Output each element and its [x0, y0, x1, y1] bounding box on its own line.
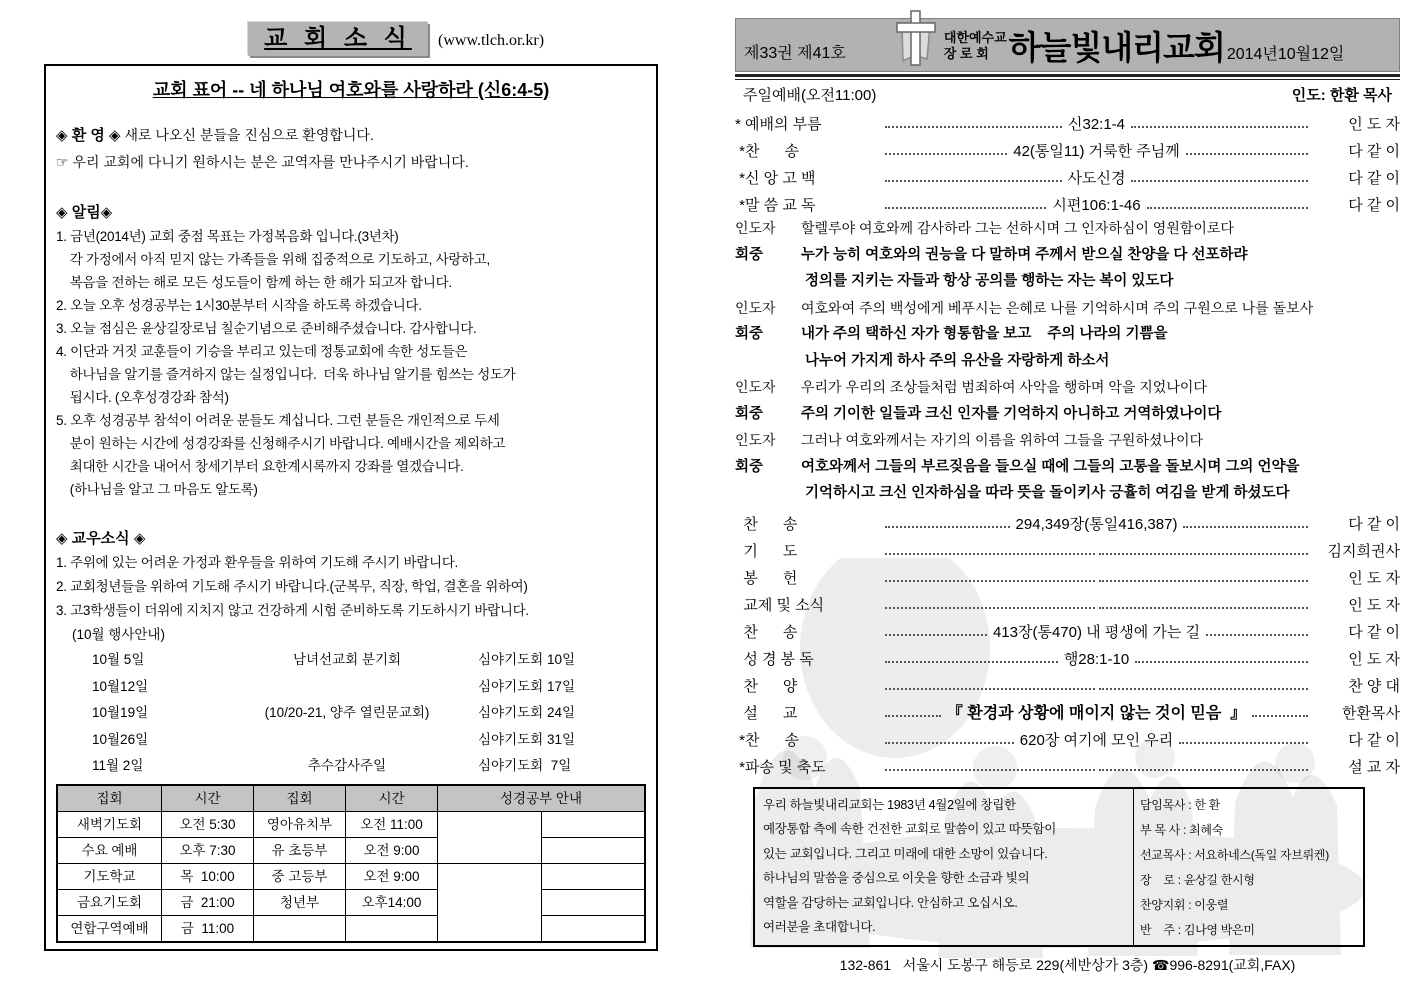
notice-line: 각 가정에서 아직 믿지 않는 가족들을 위해 집중적으로 기도하고, 사랑하고,: [56, 252, 490, 267]
order-item-performer: 인 도 자: [1348, 650, 1400, 668]
event-night-prayer: 심야기도회 17일: [478, 678, 576, 694]
members-line: 2. 교회청년들을 위하여 기도해 주시기 바랍니다.(군복무, 직장, 학업, 결혼을 위하여): [56, 579, 528, 594]
order-line: [735, 696, 1400, 723]
order-item-content: 신32:1-4: [1067, 116, 1126, 133]
dotted-leader: [885, 126, 1062, 128]
dotted-leader: [1099, 580, 1309, 582]
order-item-performer: 다 같 이: [1348, 515, 1400, 533]
bible-study-cell: [438, 812, 644, 838]
event-row: [56, 753, 646, 780]
reading-line: [735, 480, 1400, 507]
notice-line: 4. 이단과 거짓 교훈들이 기승을 부리고 있는데 정통교회에 속한 성도들은: [56, 344, 468, 359]
order-item-label: 찬 송: [735, 623, 798, 641]
members-line: 1. 주위에 있는 어려운 가정과 환우들을 위하여 기도해 주시기 바랍니다.: [56, 555, 458, 570]
schedule-row: [58, 916, 644, 941]
schedule-body: [58, 812, 644, 941]
reading-speaker: [735, 348, 801, 375]
dotted-leader: [885, 634, 987, 636]
order-item-performer: 인 도 자: [1348, 569, 1400, 587]
schedule-cell: 금 11:00: [162, 916, 254, 941]
order-of-worship-top: [735, 107, 1400, 215]
reading-line: [735, 427, 1400, 454]
event-title: 추수감사주일: [307, 758, 387, 773]
notice-line: 분이 원하는 시간에 성경강좌를 신청해주시기 바랍니다. 예배시간을 제외하고: [56, 436, 506, 451]
schedule-row: [58, 838, 644, 864]
responsive-reading: [735, 215, 1400, 507]
event-date: 10월26일: [92, 731, 149, 747]
order-line: [735, 561, 1400, 588]
order-item-content: 행28:1-10: [1063, 650, 1130, 668]
schedule-cell: 영아유치부: [254, 812, 346, 838]
order-line: [735, 107, 1400, 134]
order-item-content: 294,349장(통일416,387): [1015, 515, 1178, 533]
order-item-content: 42(통일11) 거룩한 주님께: [1013, 143, 1180, 160]
dotted-leader: [885, 661, 1058, 663]
schedule-cell: 오전 9:00: [346, 864, 438, 890]
order-item-performer: 다 같 이: [1348, 170, 1400, 187]
order-item-content: 사도신경: [1067, 170, 1126, 187]
event-date: 10월19일: [92, 705, 149, 720]
reading-speaker: [735, 480, 801, 507]
schedule-header: 집회: [58, 786, 162, 811]
notice-line: 하나님을 알기를 즐겨하지 않는 실정입니다. 더욱 하나님 알기를 힘쓰는 성도가: [56, 367, 516, 382]
reading-speaker: 인도자: [735, 432, 776, 448]
reading-text: 주의 기이한 일들과 크신 인자를 기억하지 아니하고 거역하였나이다: [801, 405, 1222, 422]
order-item-content: 413장(통470) 내 평생에 가는 길: [992, 623, 1201, 641]
notice-list: [56, 225, 646, 501]
dotted-leader: [1131, 180, 1308, 182]
event-row: [56, 700, 646, 727]
reading-speaker: [735, 268, 801, 295]
schedule-cell: [346, 916, 438, 941]
dotted-leader: [1206, 634, 1308, 636]
about-line: 여러분을 초대합니다.: [763, 920, 876, 934]
order-item-label: 성 경 봉 독: [735, 650, 814, 668]
notice-line: 됩시다. (오후성경강좌 참석): [56, 390, 229, 405]
order-item-label: 기 도: [735, 542, 798, 560]
website-url: (www.tlch.or.kr): [438, 32, 545, 49]
order-item-performer: 한환목사: [1342, 704, 1400, 722]
church-address: 132-861 서울시 도봉구 해등로 229(세반상가 3층) ☎996-8291(교회,FAX): [839, 956, 1296, 973]
dotted-leader: [1099, 688, 1309, 690]
order-item-performer: 인 도 자: [1348, 116, 1400, 133]
event-row: [56, 674, 646, 701]
info-boxes: [753, 787, 1365, 947]
order-line: [735, 534, 1400, 561]
reading-line: [735, 321, 1400, 348]
reading-speaker: 인도자: [735, 220, 776, 236]
schedule-cell: 기도학교: [58, 864, 162, 890]
notice-line: 5. 오후 성경공부 참석이 어려운 분들도 계십니다. 그런 분들은 개인적으로 두세: [56, 413, 500, 428]
event-row: [56, 647, 646, 674]
schedule-cell: 오전 5:30: [162, 812, 254, 838]
reading-text: 나누어 가지게 하사 주의 유산을 자랑하게 하소서: [801, 352, 1110, 369]
reading-line: [735, 215, 1400, 242]
reading-speaker: 회중: [735, 458, 764, 475]
reading-line: [735, 268, 1400, 295]
event-date: 10월 5일: [92, 652, 145, 667]
reading-text: 그러나 여호와께서는 자기의 이름을 위하여 그들을 구원하셨나이다: [801, 432, 1204, 448]
dotted-leader: [1179, 742, 1308, 744]
schedule-cell: 새벽기도회: [58, 812, 162, 838]
order-item-performer: 다 같 이: [1348, 197, 1401, 214]
schedule-cell: 오후14:00: [346, 890, 438, 916]
schedule-cell: 연합구역예배: [58, 916, 162, 941]
order-item-label: *찬 송: [735, 143, 799, 160]
order-item-content: 시편106:1-46: [1052, 197, 1141, 214]
dotted-leader: [885, 769, 1095, 771]
reading-speaker: 회중: [735, 326, 764, 342]
church-news-title: 교 회 소 식: [264, 25, 412, 52]
dotted-leader: [1099, 607, 1309, 609]
issue-date: 2014년10월12일: [1226, 45, 1345, 63]
church-news-title-box: [248, 22, 428, 56]
reading-speaker: 인도자: [735, 299, 776, 316]
bible-study-cell: [438, 864, 644, 890]
order-line: [735, 669, 1400, 696]
order-line: [735, 615, 1400, 642]
dotted-leader: [885, 715, 941, 717]
order-item-label: * 예배의 부름: [735, 116, 822, 133]
dotted-leader: [1099, 553, 1309, 555]
left-page: [44, 14, 658, 951]
schedule-row: [58, 864, 644, 890]
about-line: 있는 교회입니다. 그리고 미래에 대한 소망이 있습니다.: [763, 846, 1048, 861]
reading-speaker: 회중: [735, 405, 764, 422]
order-line: [735, 642, 1400, 669]
dotted-leader: [885, 553, 1095, 555]
dotted-leader: [885, 526, 1010, 528]
staff-line: 장 로 : 윤상길 한시형: [1140, 872, 1255, 887]
church-introduction-box: [755, 789, 1134, 945]
order-item-label: 찬 송: [735, 515, 798, 533]
event-title: (10/20-21, 양주 열린문교회): [264, 705, 430, 720]
phone-number: 996-8291(교회,FAX): [1169, 956, 1296, 973]
dotted-leader: [1099, 769, 1309, 771]
event-date: 10월12일: [92, 678, 149, 694]
order-item-performer: 다 같 이: [1348, 731, 1401, 749]
dotted-leader: [1252, 715, 1308, 717]
events-caption: (10월 행사안내): [72, 627, 165, 642]
event-night-prayer: 심야기도회 24일: [478, 705, 576, 720]
schedule-cell: 수요 예배: [58, 838, 162, 864]
phone-icon: ☎: [1151, 956, 1170, 973]
schedule-row: [58, 812, 644, 838]
notice-line: 2. 오늘 오후 성경공부는 1시30분부터 시작을 하도록 하겠습니다.: [56, 298, 422, 313]
order-line: [735, 588, 1400, 615]
event-title: [216, 727, 478, 754]
volume-number: 제33권 제41호: [744, 44, 846, 62]
members-heading: ◈ 교우소식 ◈: [56, 530, 146, 547]
denomination: 대한예수교 장 로 회: [943, 30, 1007, 61]
dotted-leader: [1135, 661, 1308, 663]
schedule-cell: 유 초등부: [254, 838, 346, 864]
dotted-leader: [885, 180, 1062, 182]
order-line: [735, 188, 1400, 215]
order-line: [735, 750, 1400, 777]
reading-text: 기억하시고 크신 인자하심을 따라 뜻을 돌이키사 긍휼히 여김을 받게 하셨도다: [801, 485, 1290, 501]
dotted-leader: [885, 742, 1014, 744]
reading-speaker: 인도자: [735, 379, 776, 395]
event-title: 남녀선교회 분기회: [292, 652, 402, 667]
bulletin-header-bar: [735, 18, 1400, 72]
schedule-cell: 중 고등부: [254, 864, 346, 890]
schedule-row: [58, 890, 644, 916]
bible-study-cell: [438, 838, 644, 864]
order-item-label: *말 씀 교 독: [735, 197, 816, 214]
church-name: 하늘빛내리교회: [1008, 28, 1225, 66]
dotted-leader: [1147, 207, 1308, 209]
event-row: [56, 727, 646, 754]
order-item-label: 설 교: [735, 704, 798, 722]
schedule-header: 집회: [254, 786, 346, 811]
welcome-line: ◈ 환 영 ◈ 새로 나오신 분들을 진심으로 환영합니다.: [56, 127, 374, 144]
order-item-label: *신 앙 고 백: [735, 170, 816, 187]
notice-line: (하나님을 알고 그 마음도 알도록): [56, 482, 258, 497]
order-item-label: *찬 송: [735, 731, 799, 749]
news-box: [44, 64, 658, 951]
about-line: 우리 하늘빛내리교회는 1983년 4월2일에 창립한: [763, 797, 1016, 812]
order-line: [735, 161, 1400, 188]
schedule-header: 성경공부 안내: [500, 790, 582, 806]
schedule-table: [56, 784, 646, 943]
service-leader: 인도: 한환 목사: [1291, 87, 1392, 104]
event-night-prayer: 심야기도회 10일: [478, 652, 576, 667]
staff-line: 담임목사 : 한 환: [1140, 797, 1220, 812]
staff-line: 선교목사 : 서요하네스(독일 자브뤼켄): [1140, 847, 1329, 862]
pointing-hand-icon: ☞: [56, 154, 69, 170]
notice-line: 1. 금년(2014년) 교회 중점 목표는 가정복음화 입니다.(3년차): [56, 229, 399, 244]
schedule-header-row: [58, 786, 644, 812]
schedule-header: 시간: [162, 786, 254, 811]
order-item-performer: 설 교 자: [1348, 758, 1400, 776]
right-page: [735, 18, 1400, 975]
events-list: [56, 647, 646, 780]
notice-line: 3. 오늘 점심은 윤상길장로님 칠순기념으로 준비해주셨습니다. 감사합니다.: [56, 321, 477, 336]
staff-box: [1134, 789, 1363, 945]
schedule-cell: 금 21:00: [162, 890, 254, 916]
schedule-header: 시간: [346, 786, 438, 811]
order-item-label: 봉 헌: [735, 569, 798, 587]
about-line: 하나님의 말씀을 중심으로 이웃을 향한 소금과 빛의: [763, 871, 1030, 885]
event-night-prayer: 심야기도회 31일: [478, 731, 576, 747]
reading-line: [735, 454, 1400, 481]
order-item-label: 교제 및 소식: [735, 596, 825, 614]
reading-text: 여호와여 주의 백성에게 베푸시는 은혜로 나를 기억하시며 주의 구원으로 나를 돌보사: [801, 299, 1314, 316]
dotted-leader: [885, 207, 1046, 209]
schedule-cell: 오전 9:00: [346, 838, 438, 864]
notice-line: 복음을 전하는 해로 모든 성도들이 함께 하는 한 해가 되고자 합니다.: [56, 275, 452, 290]
members-list: [56, 551, 646, 623]
order-line: [735, 507, 1400, 534]
dotted-leader: [885, 688, 1095, 690]
order-item-label: 찬 양: [735, 677, 798, 695]
about-line: 역할을 감당하는 교회입니다. 안심하고 오십시오.: [763, 895, 1018, 910]
event-night-prayer: 심야기도회 7일: [478, 758, 572, 773]
reading-text: 할렐루야 여호와께 감사하라 그는 선하시며 그 인자하심이 영원함이로다: [801, 220, 1234, 236]
schedule-cell: 오전 11:00: [346, 812, 438, 838]
reading-text: 내가 주의 택하신 자가 형통함을 보고 주의 나라의 기쁨을: [801, 326, 1168, 342]
welcome-note: ☞ 우리 교회에 다니기 원하시는 분은 교역자를 만나주시기 바랍니다.: [56, 154, 469, 170]
order-line: [735, 134, 1400, 161]
schedule-cell: 금요기도회: [58, 890, 162, 916]
reading-line: [735, 374, 1400, 401]
order-item-content: 『 환경과 상황에 매이지 않는 것이 믿음 』: [946, 704, 1247, 722]
order-item-content: 620장 여기에 모인 우리: [1019, 731, 1174, 749]
reading-line: [735, 295, 1400, 322]
service-title: 주일예배(오전11:00): [743, 87, 877, 104]
notice-heading: ◈ 알림◈: [56, 204, 113, 221]
reading-line: [735, 348, 1400, 375]
about-line: 예장통합 측에 속한 건전한 교회로 말씀이 있고 따뜻함이: [763, 822, 1057, 836]
schedule-cell: 오후 7:30: [162, 838, 254, 864]
reading-line: [735, 401, 1400, 428]
members-line: 3. 고3학생들이 더위에 지치지 않고 건강하게 시험 준비하도록 기도하시기 바랍니다.: [56, 603, 529, 618]
event-date: 11월 2일: [92, 758, 144, 773]
staff-line: 부 목 사 : 최혜숙: [1140, 822, 1223, 837]
reading-text: 누가 능히 여호와의 권능을 다 말하며 주께서 받으실 찬양을 다 선포하랴: [801, 246, 1248, 263]
masthead: [44, 14, 658, 64]
event-title: [216, 674, 478, 701]
dotted-leader: [1183, 526, 1308, 528]
staff-line: 반 주 : 김나영 박은미: [1140, 922, 1255, 937]
dotted-leader: [1131, 126, 1308, 128]
dotted-leader: [885, 153, 1007, 155]
order-item-performer: 다 같 이: [1348, 143, 1401, 160]
order-item-performer: 다 같 이: [1348, 623, 1400, 641]
welcome-heading: ◈ 환 영 ◈: [56, 127, 121, 144]
reading-text: 여호와께서 그들의 부르짖음을 들으실 때에 그들의 고통을 돌보시며 그의 언약을: [801, 458, 1300, 475]
dotted-leader: [885, 607, 1095, 609]
order-line: [735, 723, 1400, 750]
bible-study-cell: [438, 916, 644, 941]
reading-text: 정의를 지키는 자들과 항상 공의를 행하는 자는 복이 있도다: [801, 273, 1174, 289]
order-item-performer: 인 도 자: [1348, 596, 1400, 614]
schedule-cell: [254, 916, 346, 941]
order-item-performer: 찬 양 대: [1348, 677, 1400, 695]
order-item-label: *파송 및 축도: [735, 758, 826, 776]
schedule-cell: 목 10:00: [162, 864, 254, 890]
schedule-cell: 청년부: [254, 890, 346, 916]
staff-line: 찬양지휘 : 이웅렬: [1140, 897, 1229, 912]
reading-speaker: 회중: [735, 246, 764, 263]
church-motto: 교회 표어 -- 네 하나님 여호와를 사랑하라 (신6:4-5): [152, 80, 550, 100]
reading-line: [735, 242, 1400, 269]
dotted-leader: [1186, 153, 1308, 155]
dotted-leader: [885, 580, 1095, 582]
notice-line: 최대한 시간을 내어서 창세기부터 요한계시록까지 강좌를 열겠습니다.: [56, 459, 464, 474]
bible-study-cell: [438, 890, 644, 916]
reading-text: 우리가 우리의 조상들처럼 범죄하여 사악을 행하며 악을 지었나이다: [801, 379, 1207, 395]
service-title-row: [735, 80, 1400, 107]
order-of-worship-bottom: [735, 507, 1400, 777]
cross-icon: [894, 9, 938, 67]
order-item-performer: 김지희권사: [1327, 542, 1400, 560]
